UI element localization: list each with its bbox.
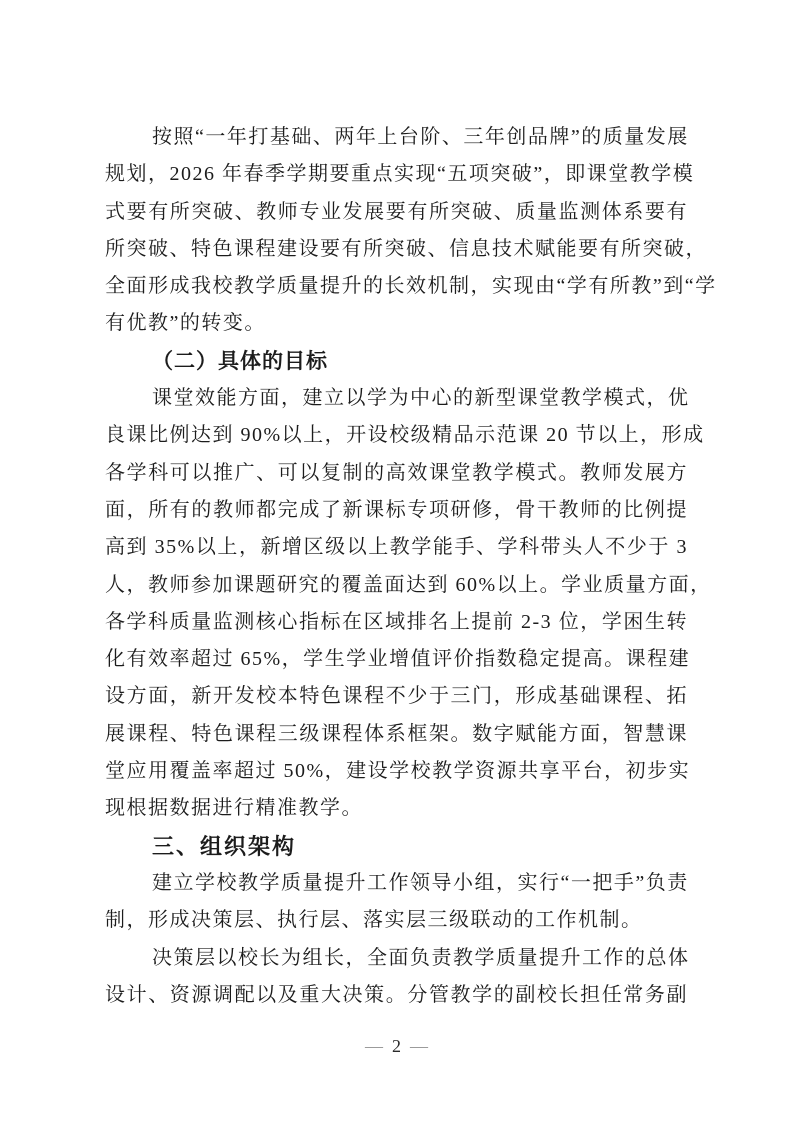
paragraph-quality-development-plan-line: 规划，2026 年春季学期要重点实现“五项突破”，即课堂教学模 [105, 163, 695, 186]
paragraph-quality-development-plan-line: 所突破、特色课程建设要有所突破、信息技术赋能要有所突破， [105, 237, 707, 260]
page-footer [0, 1034, 793, 1058]
paragraph-specific-goals-line: 各学科可以推广、可以复制的高效课堂教学模式。教师发展方 [105, 461, 688, 484]
document-content [105, 119, 717, 1014]
paragraph-specific-goals-line: 面，所有的教师都完成了新课标专项研修，骨干教师的比例提 [105, 498, 688, 521]
section-heading-organization: 三、组织架构 [152, 833, 297, 859]
paragraph-specific-goals-line: 展课程、特色课程三级课程体系框架。数字赋能方面，智慧课 [105, 722, 688, 745]
paragraph-specific-goals-line: 高到 35%以上，新增区级以上教学能手、学科带头人不少于 3 [105, 536, 688, 559]
paragraph-specific-goals-line: 良课比例达到 90%以上，开设校级精品示范课 20 节以上，形成 [105, 424, 705, 447]
paragraph-specific-goals-line: 现根据数据进行精准教学。 [105, 797, 363, 820]
paragraph-leading-group-line: 制，形成决策层、执行层、落实层三级联动的工作机制。 [105, 909, 643, 932]
paragraph-leading-group-line: 建立学校教学质量提升工作领导小组，实行“一把手”负责 [152, 871, 689, 894]
paragraph-specific-goals-line: 课堂效能方面，建立以学为中心的新型课堂教学模式，优 [152, 387, 690, 410]
footer-dash-left: — [365, 1036, 383, 1056]
paragraph-specific-goals-line: 人，教师参加课题研究的覆盖面达到 60%以上。学业质量方面， [105, 573, 712, 596]
paragraph-specific-goals-line: 化有效率超过 65%，学生学业增值评价指数稳定提高。课程建 [105, 648, 691, 671]
paragraph-specific-goals-line: 设方面，新开发校本特色课程不少于三门，形成基础课程、拓 [105, 685, 688, 708]
paragraph-specific-goals-line: 堂应用覆盖率超过 50%，建设学校教学资源共享平台，初步实 [105, 760, 691, 783]
paragraph-specific-goals-line: 各学科质量监测核心指标在区域排名上提前 2-3 位，学困生转 [105, 610, 688, 633]
footer-dash-right: — [410, 1036, 428, 1056]
paragraph-quality-development-plan-line: 有优教”的转变。 [105, 312, 266, 335]
paragraph-quality-development-plan-line: 按照“一年打基础、两年上台阶、三年创品牌”的质量发展 [152, 126, 689, 148]
paragraph-quality-development-plan-line: 全面形成我校教学质量提升的长效机制，实现由“学有所教”到“学 [105, 275, 717, 298]
subsection-heading-specific-goals: （二）具体的目标 [152, 348, 328, 373]
page-number: 2 [392, 1036, 401, 1056]
paragraph-quality-development-plan-line: 式要有所突破、教师专业发展要有所突破、质量监测体系要有 [105, 200, 688, 223]
paragraph-decision-layer-line: 决策层以校长为组长，全面负责教学质量提升工作的总体 [152, 946, 690, 969]
paragraph-decision-layer-line: 设计、资源调配以及重大决策。分管教学的副校长担任常务副 [105, 983, 688, 1006]
